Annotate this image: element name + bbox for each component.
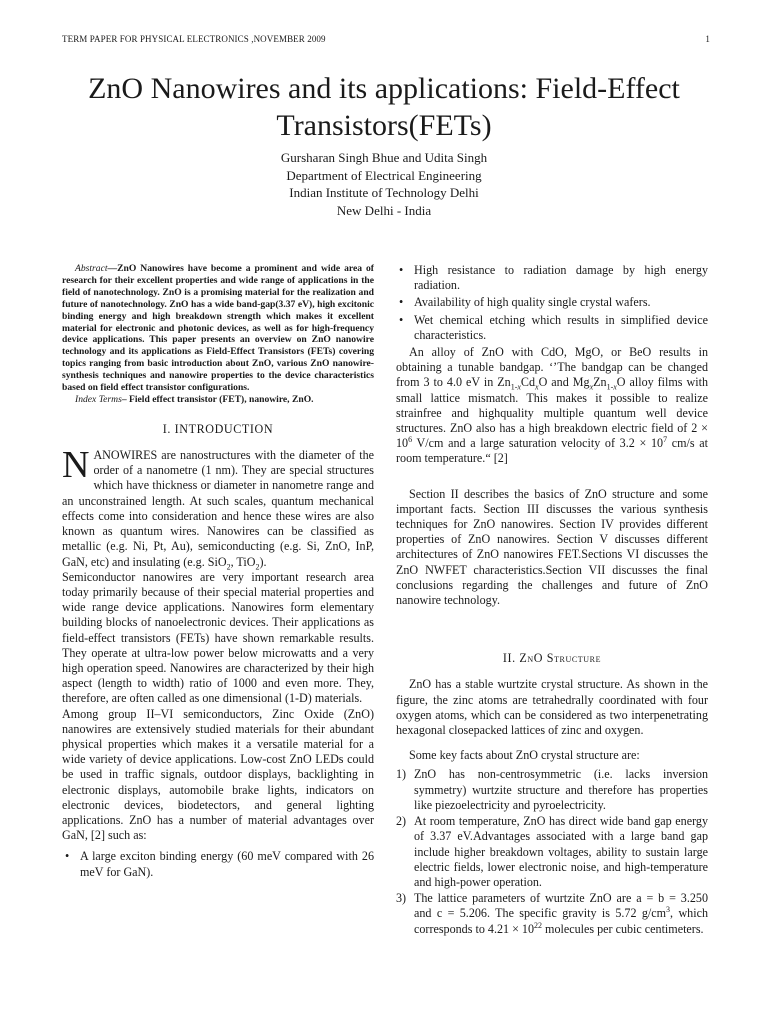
bullet-icon: • [399, 312, 404, 327]
structure-paragraph-1: ZnO has a stable wurtzite crystal structure. As shown in the figure, the zinc atoms are tetrahedrally coordinated with four oxygen atoms, which can be considered as two interpenetrating hexagonal closepacked lattices of zinc and oxygen. [396, 677, 708, 738]
section-heading-structure: II. ZnO Structure [502, 651, 602, 666]
list-item: • Wet chemical etching which results in simplified device characteristics. [399, 312, 708, 342]
advantage-list-left [62, 849, 374, 879]
structure-facts-list [396, 767, 708, 936]
page-number: 1 [705, 34, 710, 44]
right-column [396, 263, 708, 938]
index-terms [62, 394, 374, 406]
intro-paragraph-1: NANOWIRES are nanostructures with the diameter of the order of a nanometre (1 nm). They are special structures which have thickness or diameter in nanometre range and an unconstrained length. At such scales, quantum mechanical effects come into consideration and hence these wires are also known as quantum wires. Nanowires can be classified as metallic (e.g. Ni, Pt, Au), semiconducting (e.g. Si, ZnO, InP, GaN, etc) and insulating (e.g. SiO$_2$, TiO$_2$). [62, 444, 374, 571]
bullet-icon: • [399, 295, 404, 310]
list-item: 1) ZnO has non-centrosymmetric (i.e. lacks inversion symmetry) wurtzite structure and therefore has properties like piezoelectricity and pyroelectricity. [396, 767, 708, 812]
list-item: • Availability of high quality single crystal wafers. [399, 295, 651, 310]
alloy-paragraph: An alloy of ZnO with CdO, MgO, or BeO results in obtaining a tunable bandgap. ‘’The bandgap can be changed from 3 to 4.0 eV in $Zn_{1-x}Cd_xO$ and $Mg_xZn_{1-x}O$ alloy films with small lattice mismatch. This makes it possible to realize strainfree and highquality multiple quantum well device structures. ZnO also has a high breakdown electric field of $2 \times 10^6$ V/cm and a large saturation velocity of $3.2 \times 10^7$ cm/s at room temperature.“ [2] [396, 345, 708, 466]
bullet-icon: • [399, 263, 404, 277]
abstract [62, 263, 374, 394]
intro-paragraph-3: Among group II–VI semiconductors, Zinc Oxide (ZnO) nanowires are extensively studied materials for their abundant physical properties which makes it a versatile material for a wide variety of device applications. Low-cost ZnO LEDs could be used in traffic signals, outdoor displays, backlighting in electronic displays, automobile brake lights, indicators on electronic devices, biodetectors, and general lighting applications. ZnO has a number of material advantages over GaN, [2] such as: [62, 706, 374, 843]
list-item: 2) At room temperature, ZnO has direct wide band gap energy of 3.37 eV.Advantages associated with a large band gap include higher breakdown voltages, ability to sustain large electric fields, lower electronic noise, and high-temperature and high-power operation. [396, 814, 708, 889]
first-word-rest: ANOWIRES [93, 448, 158, 463]
advantage-list-right [396, 263, 708, 343]
author-institute: Indian Institute of Technology Delhi [289, 185, 479, 201]
abstract-text: —ZnO Nanowires have become a prominent and wide area of research for their excellent properties and wide range of applications in the field of nanotechnology. ZnO is a promising material for the realization and future of nanotechnology. ZnO has a wide band-gap(3.37 eV), high excitonic binding energy and high breakdown strength which makes it excellent material for electronic and photonic devices, as well as for high-frequency device applications. This paper presents an overview on ZnO nanowire technology and its applications as Field-Effect Transistors (FETs) covering topics ranging from basic introduction about ZnO, various ZnO nanowire-synthesis techniques and nanowire properties to the device characteristics based on field effect transistor configurations. [62, 263, 374, 394]
structure-paragraph-2: Some key facts about ZnO crystal structure are: [409, 748, 640, 763]
left-column [62, 263, 374, 882]
outline-paragraph: Section II describes the basics of ZnO structure and some important facts. Section III discusses the various synthesis techniques for ZnO nanowires. Section IV provides different properties of ZnO nanowires. Section V discusses different architectures of ZnO nanowires FET.Sections VI discusses the ZnO NWFET characteristics.Section VII discusses the final conclusions regarding the challenges and future of ZnO nanowire technology. [396, 486, 708, 608]
author-block [100, 149, 668, 219]
running-header [62, 34, 710, 44]
author-department: Department of Electrical Engineering [286, 167, 482, 183]
drop-cap: N [62, 444, 90, 487]
bullet-icon: • [65, 849, 70, 864]
running-title: TERM PAPER FOR PHYSICAL ELECTRONICS ,NOVEMBER 2009 [62, 34, 326, 44]
list-item: • High resistance to radiation damage by high energy radiation. [399, 263, 708, 293]
index-terms-text: – Field effect transistor (FET), nanowire, ZnO. [121, 393, 314, 405]
list-item: 3) The lattice parameters of wurtzite ZnO are a = b = 3.250 and c = 5.206. The specific gravity is 5.72 $g/cm^3$, which corresponds to $4.21 \times 10^{22}$ molecules per cubic centimeters. [396, 891, 708, 936]
intro-paragraph-2: Semiconductor nanowires are very important research area today primarily because of their special material properties and wide range device applications. Nanowires form elementary building blocks of nanoelectronic devices. Their applications as field-effect transistors (FETs) have shown remarkable results. They operate at ultra-low power below microwatts and a very high operation speed. Nanowires are characterized by their high aspect (length to width) ratio of 1000 and even more. They, therefore, are often called as one dimensional (1-D) materials. [62, 569, 374, 706]
author-location: New Delhi - India [336, 202, 432, 218]
author-names: Gursharan Singh Bhue and Udita Singh [280, 150, 488, 165]
paper-title: ZnO Nanowires and its applications: Field-Effect Transistors(FETs) [88, 72, 680, 142]
abstract-lead: Abstract [75, 263, 108, 274]
section-heading-introduction: I. INTRODUCTION [162, 421, 274, 436]
index-terms-lead: Index Terms [75, 393, 122, 405]
list-item: • A large exciton binding energy (60 meV compared with 26 meV for GaN). [65, 849, 374, 879]
